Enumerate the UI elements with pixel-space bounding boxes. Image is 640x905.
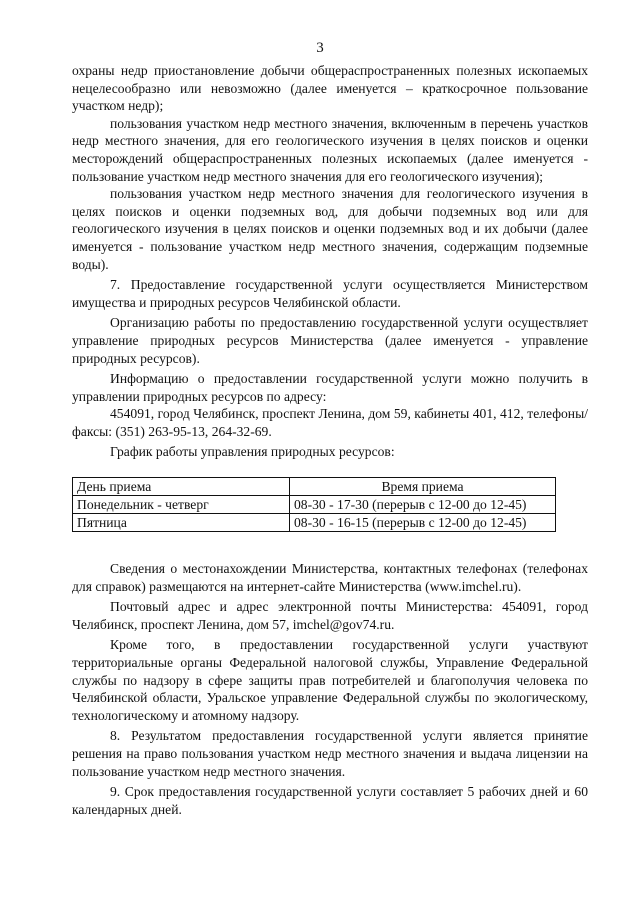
table-header-time: Время приема — [290, 478, 556, 496]
table-cell-day: Пятница — [73, 514, 290, 532]
paragraph-groundwater: пользования участком недр местного значения для геологического изучения в целях поисков и оценки подземных вод, для добычи подземных вод или для геологического изучения в целях поисков и оценки подземных вод и их добычи (далее именуется - пользование участком недр местного значения, содержащим подземные воды). — [72, 186, 588, 272]
paragraph-ministry-location: Сведения о местонахождении Министерства, контактных телефонах (телефонах для справок) размещаются на интернет-сайте Министерства (www.imchel.ru). — [72, 561, 588, 594]
paragraph-organization: Организацию работы по предоставлению государственной услуги осуществляет управление природных ресурсов Министерства (далее именуется - управление природных ресурсов). — [72, 315, 588, 366]
schedule-table — [72, 477, 556, 532]
document-body — [72, 62, 588, 818]
paragraph-address: 454091, город Челябинск, проспект Ленина, дом 59, кабинеты 401, 412, телефоны/факсы: (351) 263-95-13, 264-32-69. — [72, 406, 588, 439]
paragraph-schedule-caption: График работы управления природных ресурсов: — [110, 444, 395, 460]
paragraph-postal-address: Почтовый адрес и адрес электронной почты Министерства: 454091, город Челябинск, проспект Ленина, дом 57, imchel@gov74.ru. — [72, 599, 588, 632]
table-row — [73, 496, 556, 514]
paragraph-participants: Кроме того, в предоставлении государственной услуги участвуют территориальные органы Федеральной налоговой службы, Управление Федеральной службы по надзору в сфере защиты прав потребителей и благополучия человека по Челябинской области, Уральское управление Федеральной службы по экологическому, технологическому и атомному надзору. — [72, 637, 588, 723]
table-header-row — [73, 478, 556, 496]
table-cell-day: Понедельник - четверг — [73, 496, 290, 514]
paragraph-geological-study: пользования участком недр местного значения, включенным в перечень участков недр местного значения, для его геологического изучения в целях поисков и оценки месторождений общераспространенных полезных ископаемых (далее именуется - пользование участком недр местного значения для его геологического изучения); — [72, 115, 588, 184]
table-cell-time: 08-30 - 16-15 (перерыв с 12-00 до 12-45) — [290, 514, 556, 532]
table-header-day: День приема — [73, 478, 290, 496]
page-number: 3 — [316, 40, 324, 56]
table-row — [73, 514, 556, 532]
paragraph-item-8: 8. Результатом предоставления государственной услуги является принятие решения на право пользования участком недр местного значения и выдача лицензии на пользование участком недр местного значения. — [72, 728, 588, 779]
table-cell-time: 08-30 - 17-30 (перерыв с 12-00 до 12-45) — [290, 496, 556, 514]
paragraph-short-term-use: охраны недр приостановление добычи общераспространенных полезных ископаемых нецелесообразно или невозможно (далее именуется – краткосрочное пользование участком недр); — [72, 63, 588, 114]
paragraph-item-9: 9. Срок предоставления государственной услуги составляет 5 рабочих дней и 60 календарных дней. — [72, 784, 588, 817]
paragraph-item-7: 7. Предоставление государственной услуги осуществляется Министерством имущества и природных ресурсов Челябинской области. — [72, 277, 588, 310]
paragraph-information: Информацию о предоставлении государственной услуги можно получить в управлении природных ресурсов по адресу: — [72, 371, 588, 404]
